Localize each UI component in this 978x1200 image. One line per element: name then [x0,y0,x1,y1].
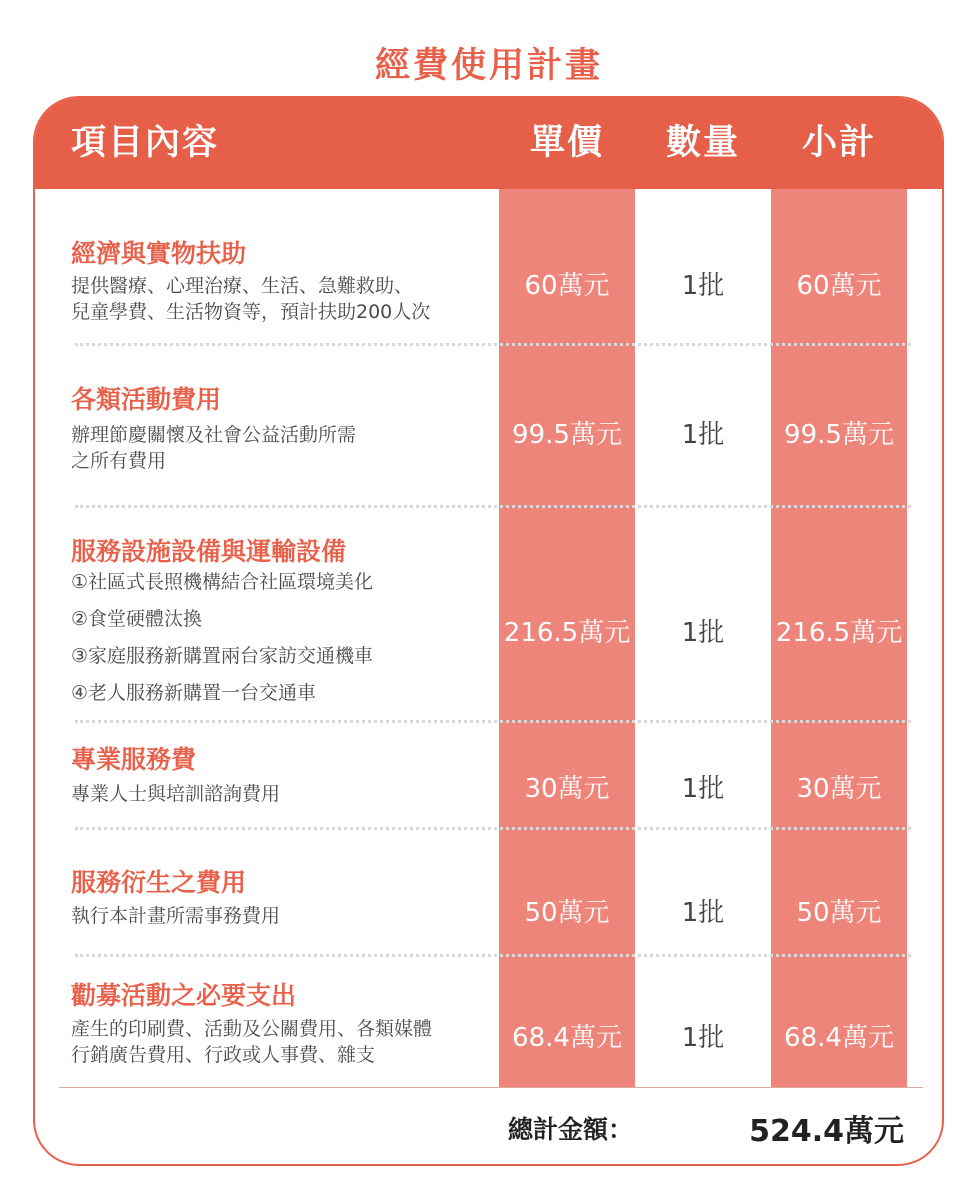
table-bottom-border [59,1087,923,1088]
quantity: 1批 [681,420,725,450]
row-divider [75,720,911,723]
unit-price: 50萬元 [524,898,610,928]
budget-table [33,96,944,1166]
quantity: 1批 [681,271,725,301]
unit-price: 60萬元 [524,271,610,301]
total-value: 524.4萬元 [749,1114,904,1149]
description-line: ④老人服務新購置一台交通車 [71,682,317,704]
table-header [35,98,942,189]
quantity: 1批 [681,774,725,804]
unit-price: 99.5萬元 [512,420,622,450]
page-title: 經費使用計畫 [374,46,603,86]
description-line: 產生的印刷費、活動及公關費用、各類媒體 [71,1018,433,1040]
quantity: 1批 [681,1023,725,1053]
header-qty: 數量 [665,123,740,163]
header-subtotal: 小計 [801,123,876,163]
row-title: 服務設施設備與運輸設備 [71,537,347,566]
row-divider [75,827,911,830]
description-line: 專業人士與培訓諮詢費用 [71,783,281,805]
description-line: 執行本計畫所需事務費用 [71,905,281,927]
row-title: 經濟與實物扶助 [71,239,247,268]
subtotal: 50萬元 [796,898,882,928]
description-line: 辦理節慶關懷及社會公益活動所需 [71,424,357,446]
description-line: 之所有費用 [71,450,167,472]
row-description [71,1016,491,1068]
row-title: 專業服務費 [71,745,197,774]
unit-price: 68.4萬元 [512,1023,622,1053]
quantity: 1批 [681,898,725,928]
row-title: 各類活動費用 [71,385,222,414]
quantity: 1批 [681,618,725,648]
subtotal: 99.5萬元 [784,420,894,450]
total-label: 總計金額： [508,1115,634,1144]
unit-price: 216.5萬元 [503,618,631,648]
row-title: 勸募活動之必要支出 [71,981,297,1010]
header-item: 項目內容 [71,123,220,163]
row-description [71,781,491,807]
row-description [71,422,491,474]
subtotal: 30萬元 [796,774,882,804]
row-divider [75,954,911,957]
description-line: ②食堂硬體汰換 [71,608,203,630]
row-divider [75,505,911,508]
description-line: ①社區式長照機構結合社區環境美化 [71,571,374,593]
header-price: 單價 [529,123,604,163]
description-line: ③家庭服務新購置兩台家訪交通機車 [71,645,374,667]
row-description [71,273,491,325]
row-description [71,564,491,712]
description-line: 兒童學費、生活物資等，預計扶助200人次 [71,301,431,323]
row-description [71,903,491,929]
unit-price: 30萬元 [524,774,610,804]
subtotal: 60萬元 [796,271,882,301]
subtotal: 216.5萬元 [775,618,903,648]
description-line: 行銷廣告費用、行政或人事費、雜支 [71,1044,376,1066]
row-divider [75,343,911,346]
description-line: 提供醫療、心理治療、生活、急難救助、 [71,275,414,297]
row-title: 服務衍生之費用 [71,868,247,897]
subtotal: 68.4萬元 [784,1023,894,1053]
